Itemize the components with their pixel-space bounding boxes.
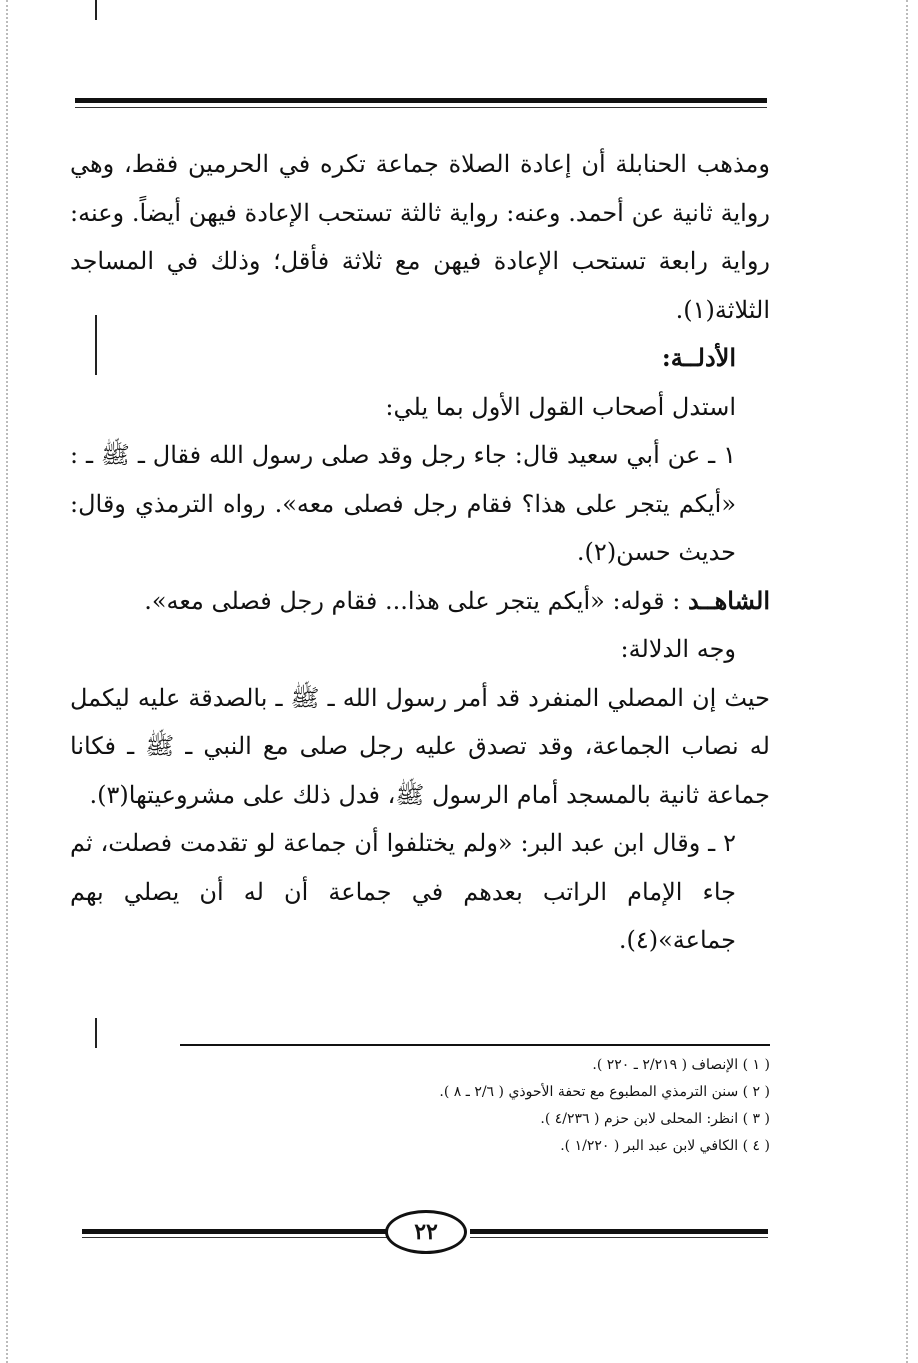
paragraph-shahid [70, 577, 770, 626]
header-rule [75, 98, 767, 103]
footer-bar-right-thin [470, 1237, 768, 1238]
main-text [70, 140, 770, 965]
page-number: ٢٢ [414, 1219, 438, 1245]
scan-margin-right [906, 0, 908, 1363]
footer-bar-left-thin [82, 1237, 387, 1238]
footer-bar-left [82, 1229, 387, 1234]
paragraph-hadith: ١ ـ عن أبي سعيد قال: جاء رجل وقد صلى رسول الله فقال ـ ﷺ ـ : «أيكم يتجر على هذا؟ فقام رجل فصلى معه». رواه الترمذي وقال: حديث حسن(٢). [70, 441, 736, 566]
paragraph-ibn-abd-albarr: ٢ ـ وقال ابن عبد البر: «ولم يختلفوا أن جماعة لو تقدمت فصلت، ثم جاء الإمام الراتب بعدهم في جماعة أن له أن يصلي بهم جماعة»(٤). [70, 829, 736, 954]
dalala-heading: وجه الدلالة: [620, 635, 736, 663]
paragraph-intro: استدل أصحاب القول الأول بما يلي: [385, 392, 736, 421]
footnote-3: ( ٣ ) انظر: المحلى لابن حزم ( ٤/٢٣٦ ). [540, 1111, 770, 1127]
footnote-4: ( ٤ ) الكافي لابن عبد البر ( ١/٢٢٠ ). [560, 1138, 770, 1154]
paragraph-hanabila: ومذهب الحنابلة أن إعادة الصلاة جماعة تكره في الحرمين فقط، وهي رواية ثانية عن أحمد. وعنه: رواية ثالثة تستحب الإعادة فيهن أيضاً. وعنه: رواية رابعة تستحب الإعادة فيهن مع ثلاثة فأقل؛ وذلك في المساجد الثلاثة(١). [70, 150, 770, 324]
footnote-1: ( ١ ) الإنصاف ( ٢/٢١٩ ـ ٢٢٠ ). [592, 1057, 770, 1073]
shahid-label: الشاهــد [687, 585, 770, 615]
scan-margin-left [6, 0, 8, 1363]
header-rule-thin [75, 107, 767, 108]
footnote-rule [180, 1044, 770, 1046]
page-number-oval [385, 1210, 467, 1254]
shahid-text: : قوله: «أيكم يتجر على هذا... فقام رجل فصلى معه». [144, 586, 681, 615]
footnotes [180, 1052, 770, 1160]
footer-bar-right [470, 1229, 768, 1234]
page-footer [82, 1210, 768, 1254]
paragraph-dalala: حيث إن المصلي المنفرد قد أمر رسول الله ـ ﷺ ـ بالصدقة عليه ليكمل له نصاب الجماعة، وقد تصدق عليه رجل صلى مع النبي ـ ﷺ ـ فكانا جماعة ثانية بالمسجد أمام الرسول ﷺ، فدل ذلك على مشروعيتها(٣). [70, 683, 771, 809]
scan-artifact [95, 0, 97, 20]
evidence-heading: الأدلــة: [661, 343, 736, 372]
scan-artifact [95, 1018, 97, 1048]
footnote-2: ( ٢ ) سنن الترمذي المطبوع مع تحفة الأحوذي ( ٢/٦ ـ ٨ ). [439, 1084, 770, 1100]
